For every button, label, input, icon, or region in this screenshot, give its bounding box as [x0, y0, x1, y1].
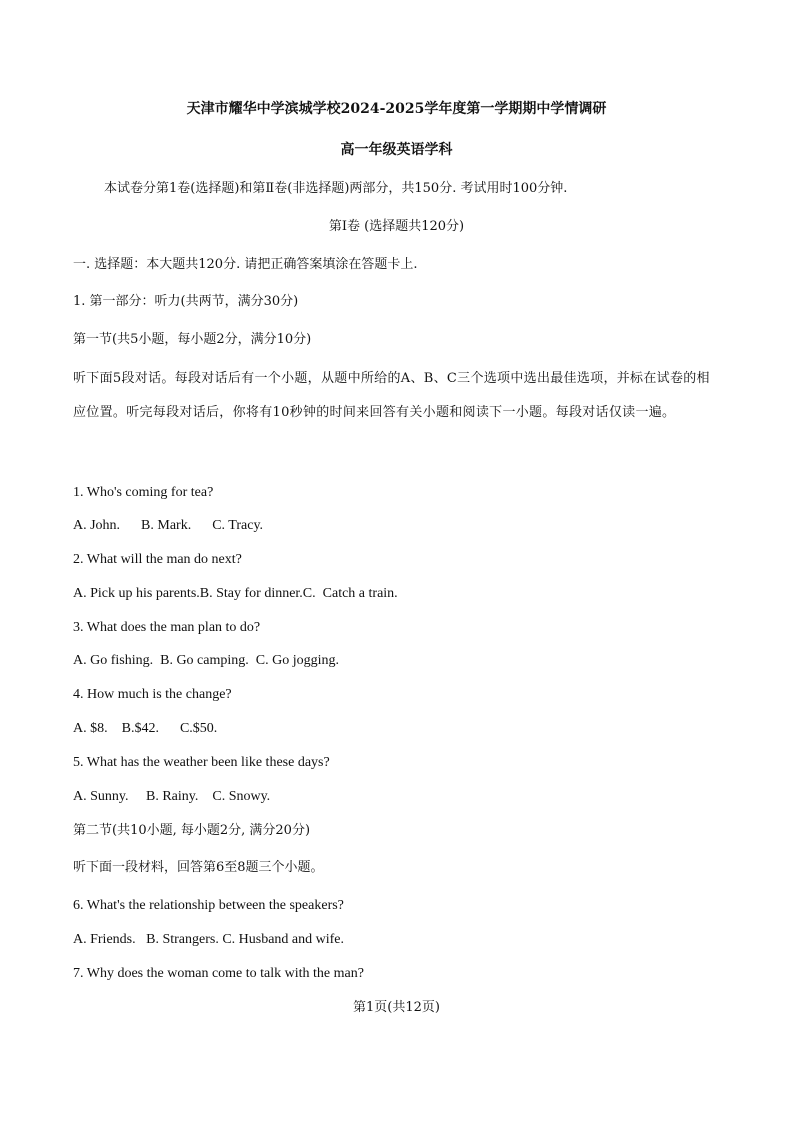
section-b-heading: 第二节(共10小题, 每小题2分, 满分20分)	[73, 823, 311, 838]
exam-intro: 本试卷分第1卷(选择题)和第Ⅱ卷(非选择题)两部分，共150分. 考试用时100分钟.	[104, 181, 568, 196]
volume-title: 第Ⅰ卷 (选择题共120分)	[328, 219, 465, 234]
question-5-options: A. Sunny. B. Rainy. C. Snowy.	[73, 789, 271, 804]
question-4-options: A. $8. B.$42. C.$50.	[73, 721, 218, 736]
question-3: 3. What does the man plan to do?	[73, 620, 261, 635]
question-6-options: A. Friends. B. Strangers. C. Husband and wife.	[73, 932, 345, 947]
question-1-options: A. John. B. Mark. C. Tracy.	[73, 518, 264, 533]
section-a-instructions: 听下面5段对话。每段对话后有一个小题，从题中所给的A、B、C三个选项中选出最佳选项，并标在试卷的相应位置。听完每段对话后，你将有10秒钟的时间来回答有关小题和阅读下一小题。每段对话仅读一遍。	[73, 371, 710, 420]
part-one-heading: 1. 第一部分：听力(共两节，满分30分)	[73, 294, 299, 309]
exam-title: 天津市耀华中学滨城学校2024-2025学年度第一学期期中学情调研	[186, 101, 607, 117]
section-b-instructions: 听下面一段材料，回答第6至8题三个小题。	[73, 860, 324, 875]
page-footer: 第1页(共12页)	[353, 1000, 440, 1015]
section-one-heading: 一. 选择题：本大题共120分. 请把正确答案填涂在答题卡上.	[73, 257, 418, 272]
question-6: 6. What's the relationship between the speakers?	[73, 898, 344, 913]
question-7: 7. Why does the woman come to talk with the man?	[73, 966, 364, 981]
question-2: 2. What will the man do next?	[73, 552, 242, 567]
question-1: 1. Who's coming for tea?	[73, 485, 214, 500]
question-5: 5. What has the weather been like these days?	[73, 755, 330, 770]
question-4: 4. How much is the change?	[73, 687, 232, 702]
question-2-options: A. Pick up his parents.B. Stay for dinner.C. Catch a train.	[73, 586, 398, 601]
exam-subtitle: 高一年级英语学科	[340, 142, 453, 158]
section-a-heading: 第一节(共5小题，每小题2分，满分10分)	[73, 332, 312, 347]
question-3-options: A. Go fishing. B. Go camping. C. Go jogging.	[73, 653, 339, 668]
